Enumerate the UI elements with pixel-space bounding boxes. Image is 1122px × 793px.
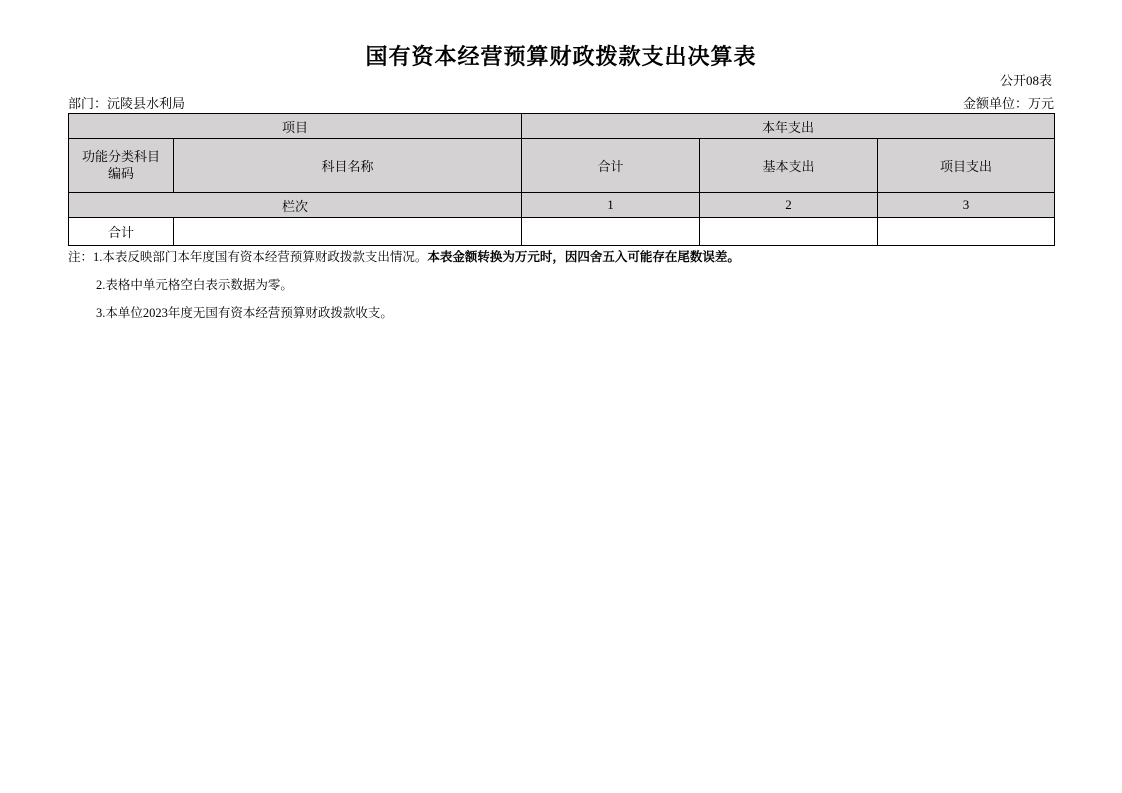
note-item (68, 304, 1058, 323)
column-index-2: 2 (700, 193, 878, 218)
note-item (68, 276, 1058, 295)
note-number: 1. (93, 250, 103, 264)
note-text: 本单位2023年度无国有资本经营预算财政拨款收支。 (105, 305, 393, 320)
column-index-label: 栏次 (69, 193, 522, 218)
row-project-value (878, 218, 1055, 246)
header-project: 项目 (69, 114, 522, 139)
header-basic-expenditure: 基本支出 (700, 139, 878, 193)
table-header-row (69, 139, 1055, 193)
header-function-code (69, 139, 174, 193)
column-index-1: 1 (522, 193, 700, 218)
row-label-total: 合计 (69, 218, 174, 246)
expenditure-table (68, 113, 1055, 246)
note-text: 本表反映部门本年度国有资本经营预算财政拨款支出情况。 (102, 250, 428, 264)
header-current-year-expenditure: 本年支出 (522, 114, 1055, 139)
note-text-emphasis: 本表金额转换为万元时，因四舍五入可能存在尾数误差。 (427, 250, 740, 264)
column-index-3: 3 (878, 193, 1055, 218)
note-number: 3. (96, 305, 106, 320)
row-subject-name (174, 218, 522, 246)
note-text: 表格中单元格空白表示数据为零。 (105, 277, 293, 292)
table-column-index-row (69, 193, 1055, 218)
meta-row (68, 93, 1054, 112)
row-basic-value (700, 218, 878, 246)
header-function-code-line2: 编码 (107, 165, 134, 181)
header-subject-name: 科目名称 (174, 139, 522, 193)
header-project-expenditure: 项目支出 (878, 139, 1055, 193)
notes-prefix: 注： (68, 250, 94, 264)
notes-section (68, 248, 1058, 331)
header-function-code-line1: 功能分类科目 (81, 149, 160, 165)
page-title: 国有资本经营预算财政拨款支出决算表 (365, 44, 757, 69)
department-label: 部门：沅陵县水利局 (68, 96, 186, 111)
note-item (68, 248, 1058, 267)
table-row (69, 218, 1055, 246)
note-number: 2. (96, 277, 106, 292)
amount-unit-label: 金额单位：万元 (962, 96, 1054, 111)
header-total: 合计 (522, 139, 700, 193)
table-header-group-row (69, 114, 1055, 139)
row-total-value (522, 218, 700, 246)
form-code: 公开08表 (999, 73, 1052, 88)
